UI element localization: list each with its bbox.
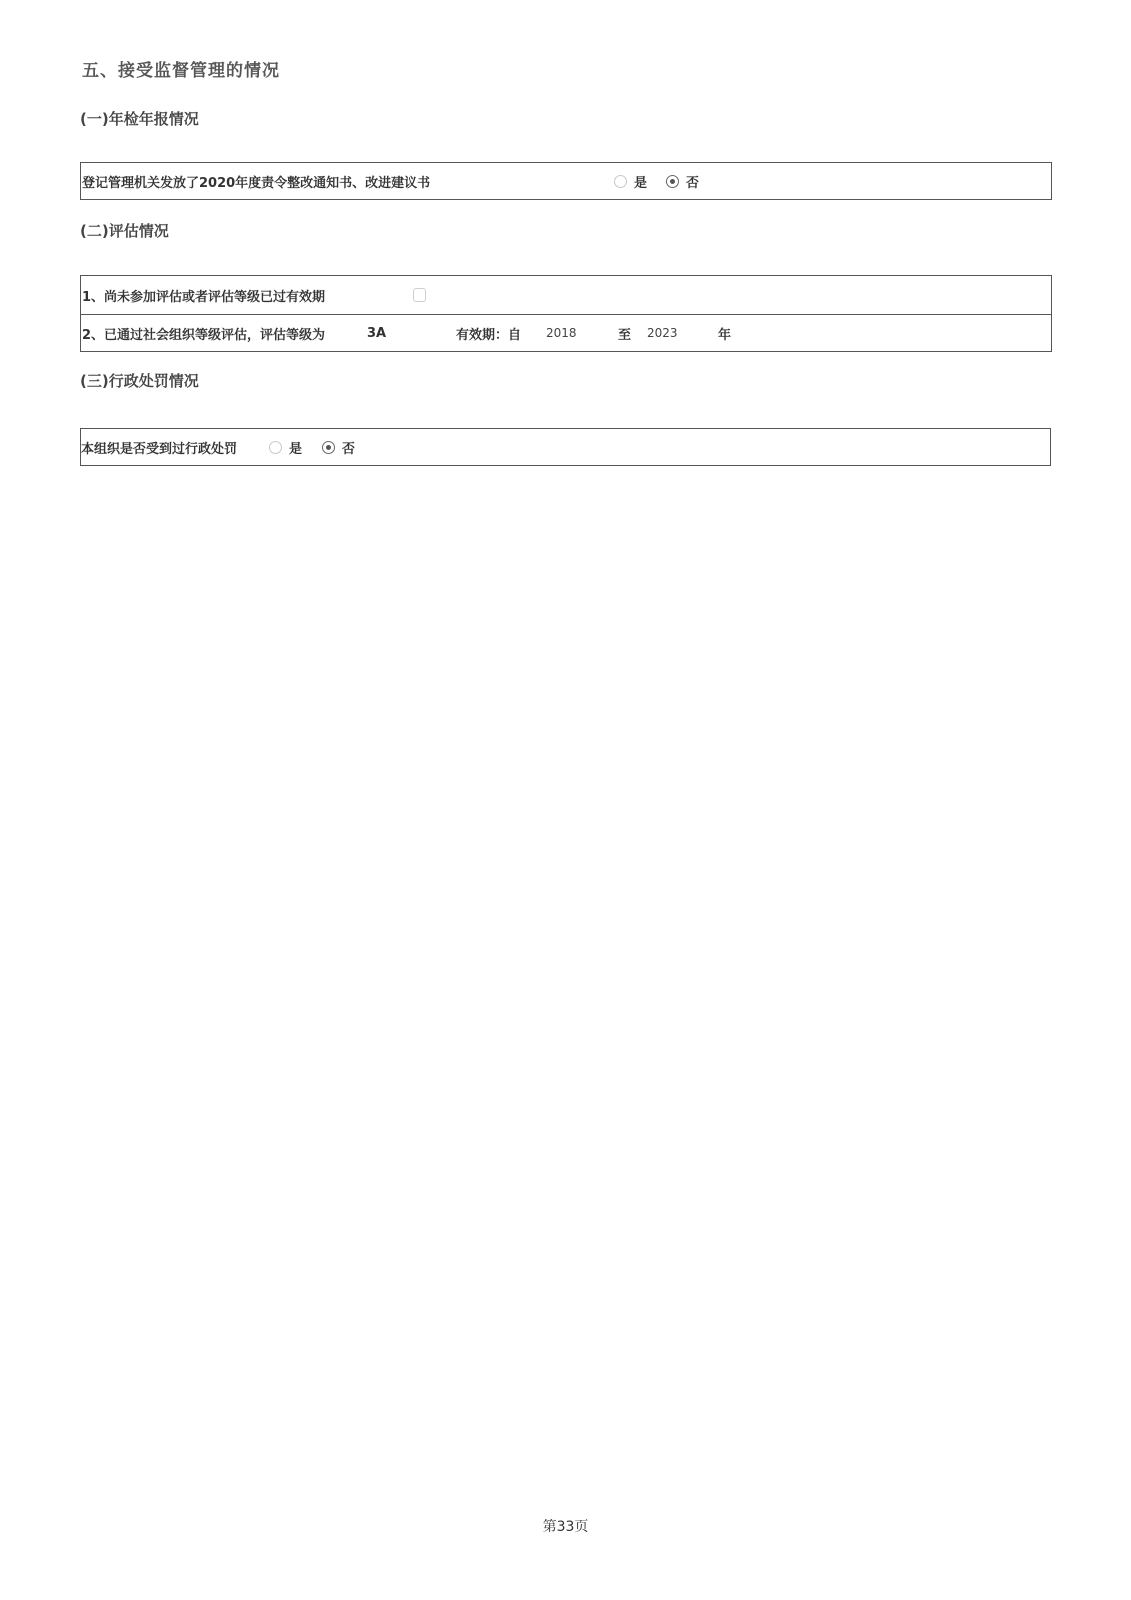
checkbox-icon[interactable]: [413, 288, 426, 302]
annual-inspection-box: [80, 162, 1052, 200]
option-label-no: 否: [342, 441, 356, 457]
option-label-no: 否: [686, 175, 700, 191]
radio-unchecked-icon[interactable]: [614, 175, 627, 188]
option-label-yes: 是: [289, 441, 303, 457]
section-title: 五、接受监督管理的情况: [82, 61, 280, 81]
evaluation-grade: 3A: [367, 325, 387, 341]
annual-inspection-option-yes[interactable]: [614, 163, 647, 199]
page-number: 第33页: [542, 1519, 589, 1535]
evaluation-heading: (二)评估情况: [80, 222, 169, 240]
penalty-heading: (三)行政处罚情况: [80, 372, 199, 390]
validity-label: 有效期：自: [456, 327, 522, 343]
validity-start-year: 2018: [546, 326, 577, 340]
evaluation-box: [80, 275, 1052, 352]
validity-year-suffix: 年: [718, 327, 732, 343]
penalty-question: 本组织是否受到过行政处罚: [81, 441, 238, 457]
validity-to-label: 至: [618, 327, 632, 343]
option-label-yes: 是: [634, 175, 648, 191]
penalty-box: [80, 428, 1051, 466]
validity-end-year: 2023: [647, 326, 678, 340]
annual-inspection-heading: (一)年检年报情况: [80, 110, 199, 128]
penalty-option-no[interactable]: [322, 429, 355, 465]
penalty-option-yes[interactable]: [269, 429, 302, 465]
radio-unchecked-icon[interactable]: [269, 441, 282, 454]
radio-checked-icon[interactable]: [322, 441, 335, 454]
evaluation-item1-label: 1、尚未参加评估或者评估等级已过有效期: [82, 289, 326, 305]
evaluation-item2-label: 2、已通过社会组织等级评估，评估等级为: [82, 327, 326, 343]
annual-inspection-option-no[interactable]: [666, 163, 699, 199]
evaluation-item1-checkbox[interactable]: [413, 276, 426, 314]
annual-inspection-question: 登记管理机关发放了2020年度责令整改通知书、改进建议书: [82, 175, 431, 191]
radio-checked-icon[interactable]: [666, 175, 679, 188]
